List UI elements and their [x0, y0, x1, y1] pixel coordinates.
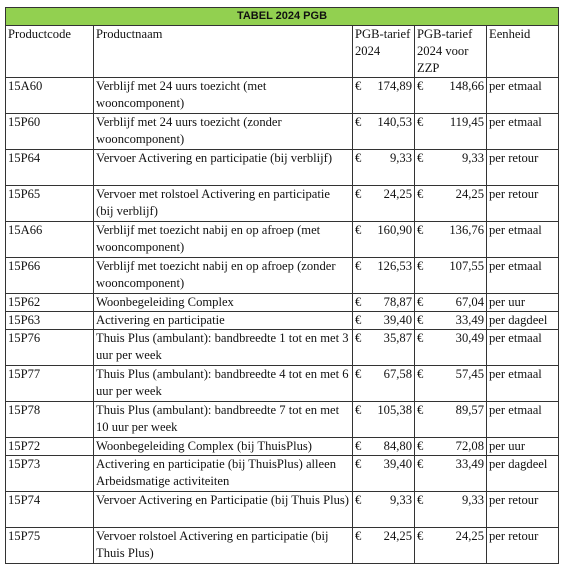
table-row	[6, 366, 559, 402]
currency-symbol: €	[355, 79, 362, 93]
zzp-price	[415, 258, 487, 294]
currency-symbol: €	[417, 529, 424, 543]
currency-symbol: €	[417, 331, 424, 345]
product-name: Verblijf met 24 uurs toezicht (met wooncomponent)	[94, 78, 353, 114]
currency-symbol: €	[355, 115, 362, 129]
pgb-price	[353, 258, 415, 294]
product-name: Activering en participatie (bij ThuisPlus) alleen Arbeidsmatige activiteiten	[94, 456, 353, 492]
table-row	[6, 492, 559, 528]
zzp-price	[415, 456, 487, 492]
product-name: Verblijf met 24 uurs toezicht (zonder wooncomponent)	[94, 114, 353, 150]
pgb-price	[353, 402, 415, 438]
pgb-amount: 174,89	[377, 79, 412, 93]
table-body	[6, 78, 559, 564]
table-row	[6, 456, 559, 492]
currency-symbol: €	[417, 367, 424, 381]
currency-symbol: €	[355, 223, 362, 237]
header-productcode: Productcode	[6, 26, 94, 78]
product-code: 15P73	[6, 456, 94, 492]
currency-symbol: €	[417, 439, 424, 453]
product-name: Verblijf met toezicht nabij en op afroep (met wooncomponent)	[94, 222, 353, 258]
product-unit: per retour	[487, 186, 559, 222]
product-name: Verblijf met toezicht nabij en op afroep (zonder wooncomponent)	[94, 258, 353, 294]
header-eenheid: Eenheid	[487, 26, 559, 78]
zzp-price	[415, 492, 487, 528]
currency-symbol: €	[355, 331, 362, 345]
pgb-price	[353, 330, 415, 366]
pgb-amount: 126,53	[377, 259, 412, 273]
zzp-amount: 24,25	[455, 187, 484, 201]
product-code: 15P66	[6, 258, 94, 294]
pgb-price	[353, 78, 415, 114]
pgb-price	[353, 114, 415, 150]
product-name: Vervoer met rolstoel Activering en participatie (bij verblijf)	[94, 186, 353, 222]
product-unit: per etmaal	[487, 330, 559, 366]
currency-symbol: €	[355, 439, 362, 453]
pgb-price	[353, 438, 415, 456]
pgb-price	[353, 222, 415, 258]
table-row	[6, 402, 559, 438]
currency-symbol: €	[355, 187, 362, 201]
product-name: Activering en participatie	[94, 312, 353, 330]
currency-symbol: €	[355, 367, 362, 381]
currency-symbol: €	[417, 115, 424, 129]
product-unit: per uur	[487, 438, 559, 456]
zzp-price	[415, 294, 487, 312]
product-code: 15P76	[6, 330, 94, 366]
currency-symbol: €	[417, 79, 424, 93]
pgb-amount: 39,40	[383, 457, 412, 471]
header-pgb-tarief: PGB-tarief 2024	[353, 26, 415, 78]
pgb-price	[353, 186, 415, 222]
currency-symbol: €	[417, 457, 424, 471]
product-unit: per retour	[487, 150, 559, 186]
currency-symbol: €	[417, 187, 424, 201]
table-row	[6, 222, 559, 258]
product-name: Thuis Plus (ambulant): bandbreedte 7 tot en met 10 uur per week	[94, 402, 353, 438]
pgb-price	[353, 528, 415, 564]
header-productnaam: Productnaam	[94, 26, 353, 78]
product-name: Woonbegeleiding Complex	[94, 294, 353, 312]
product-code: 15P65	[6, 186, 94, 222]
zzp-amount: 89,57	[455, 403, 484, 417]
pgb-amount: 9,33	[389, 151, 412, 165]
tariff-table	[5, 7, 559, 564]
zzp-amount: 9,33	[461, 493, 484, 507]
currency-symbol: €	[355, 529, 362, 543]
pgb-price	[353, 150, 415, 186]
zzp-price	[415, 438, 487, 456]
zzp-price	[415, 312, 487, 330]
pgb-amount: 67,58	[383, 367, 412, 381]
pgb-price	[353, 456, 415, 492]
product-code: 15P60	[6, 114, 94, 150]
currency-symbol: €	[417, 259, 424, 273]
product-unit: per etmaal	[487, 258, 559, 294]
product-unit: per etmaal	[487, 366, 559, 402]
product-unit: per uur	[487, 294, 559, 312]
zzp-amount: 119,45	[449, 115, 484, 129]
zzp-amount: 72,08	[455, 439, 484, 453]
currency-symbol: €	[355, 151, 362, 165]
currency-symbol: €	[417, 223, 424, 237]
currency-symbol: €	[355, 493, 362, 507]
table-row	[6, 114, 559, 150]
zzp-price	[415, 222, 487, 258]
product-name: Vervoer rolstoel Activering en participatie (bij Thuis Plus)	[94, 528, 353, 564]
zzp-price	[415, 186, 487, 222]
pgb-amount: 84,80	[383, 439, 412, 453]
product-code: 15P77	[6, 366, 94, 402]
pgb-amount: 140,53	[377, 115, 412, 129]
pgb-price	[353, 366, 415, 402]
zzp-price	[415, 528, 487, 564]
pgb-price	[353, 294, 415, 312]
currency-symbol: €	[417, 295, 424, 309]
product-name: Vervoer Activering en Participatie (bij Thuis Plus)	[94, 492, 353, 528]
zzp-amount: 24,25	[455, 529, 484, 543]
zzp-price	[415, 150, 487, 186]
currency-symbol: €	[417, 403, 424, 417]
zzp-price	[415, 402, 487, 438]
product-name: Thuis Plus (ambulant): bandbreedte 1 tot en met 3 uur per week	[94, 330, 353, 366]
pgb-amount: 78,87	[383, 295, 412, 309]
currency-symbol: €	[417, 493, 424, 507]
product-unit: per dagdeel	[487, 312, 559, 330]
product-name: Vervoer Activering en participatie (bij verblijf)	[94, 150, 353, 186]
currency-symbol: €	[417, 313, 424, 327]
pgb-amount: 105,38	[377, 403, 412, 417]
table-row	[6, 78, 559, 114]
table-row	[6, 186, 559, 222]
table-row	[6, 258, 559, 294]
product-code: 15P75	[6, 528, 94, 564]
currency-symbol: €	[355, 313, 362, 327]
product-code: 15P63	[6, 312, 94, 330]
product-code: 15A60	[6, 78, 94, 114]
product-unit: per etmaal	[487, 402, 559, 438]
zzp-amount: 57,45	[455, 367, 484, 381]
table-row	[6, 438, 559, 456]
pgb-amount: 9,33	[389, 493, 412, 507]
product-name: Thuis Plus (ambulant): bandbreedte 4 tot en met 6 uur per week	[94, 366, 353, 402]
zzp-price	[415, 366, 487, 402]
product-code: 15P62	[6, 294, 94, 312]
pgb-price	[353, 312, 415, 330]
product-code: 15P72	[6, 438, 94, 456]
table-row	[6, 312, 559, 330]
table-row	[6, 150, 559, 186]
zzp-amount: 33,49	[455, 457, 484, 471]
product-code: 15P74	[6, 492, 94, 528]
table-row	[6, 294, 559, 312]
zzp-amount: 33,49	[455, 313, 484, 327]
product-unit: per etmaal	[487, 114, 559, 150]
currency-symbol: €	[355, 259, 362, 273]
zzp-amount: 107,55	[449, 259, 484, 273]
zzp-price	[415, 114, 487, 150]
zzp-amount: 67,04	[455, 295, 484, 309]
product-unit: per etmaal	[487, 78, 559, 114]
pgb-amount: 24,25	[383, 529, 412, 543]
product-name: Woonbegeleiding Complex (bij ThuisPlus)	[94, 438, 353, 456]
table-row	[6, 528, 559, 564]
currency-symbol: €	[355, 403, 362, 417]
currency-symbol: €	[355, 457, 362, 471]
zzp-amount: 9,33	[461, 151, 484, 165]
zzp-amount: 30,49	[455, 331, 484, 345]
pgb-amount: 39,40	[383, 313, 412, 327]
product-code: 15P64	[6, 150, 94, 186]
currency-symbol: €	[355, 295, 362, 309]
zzp-amount: 148,66	[449, 79, 484, 93]
zzp-price	[415, 330, 487, 366]
product-unit: per retour	[487, 528, 559, 564]
header-pgb-tarief-zzp: PGB-tarief 2024 voor ZZP	[415, 26, 487, 78]
pgb-amount: 160,90	[377, 223, 412, 237]
table-row	[6, 330, 559, 366]
zzp-amount: 136,76	[449, 223, 484, 237]
product-code: 15A66	[6, 222, 94, 258]
currency-symbol: €	[417, 151, 424, 165]
pgb-amount: 24,25	[383, 187, 412, 201]
zzp-price	[415, 78, 487, 114]
product-unit: per dagdeel	[487, 456, 559, 492]
product-code: 15P78	[6, 402, 94, 438]
product-unit: per retour	[487, 492, 559, 528]
pgb-amount: 35,87	[383, 331, 412, 345]
table-title: TABEL 2024 PGB	[6, 8, 559, 26]
product-unit: per etmaal	[487, 222, 559, 258]
pgb-price	[353, 492, 415, 528]
